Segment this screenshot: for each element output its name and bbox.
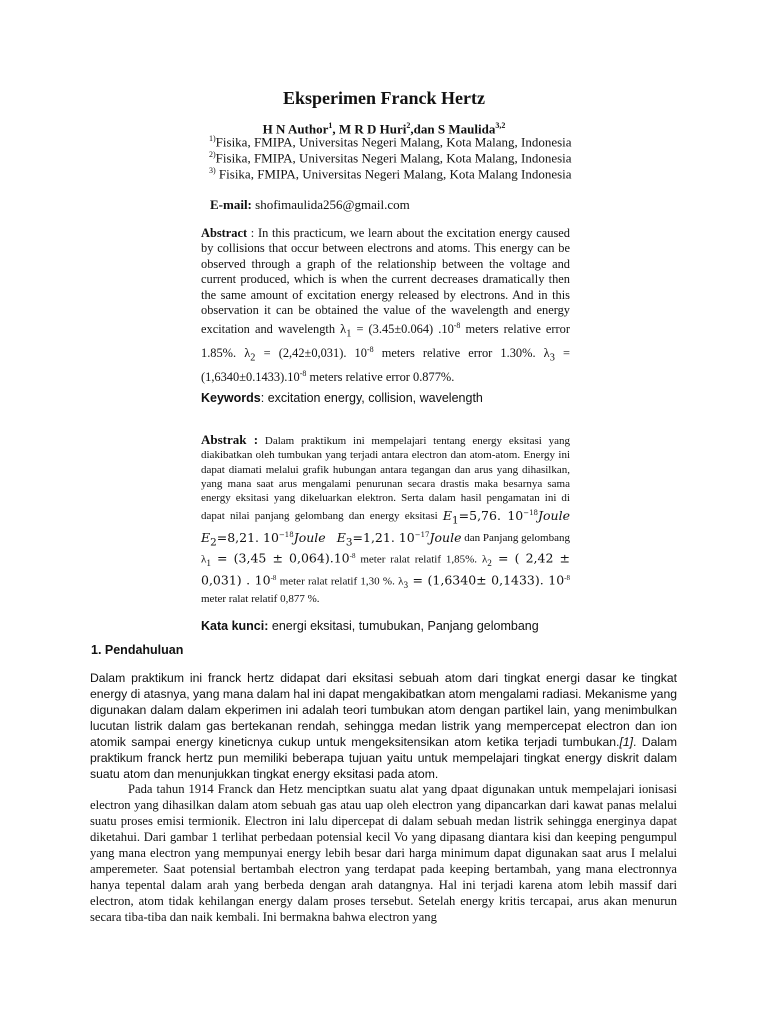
- abstract-text: meters relative error 0.877%.: [306, 370, 455, 385]
- body-paragraph-2: Pada tahun 1914 Franck dan Hetz menciptkan suatu alat yang dpaat digunakan untuk mempelajari ionisasi electron yang dihasilkan dalam atom sebuah gas atau uap oleh electron yang dipancarkan dari kawat panas melalui suatu proses emisi termionik. Electron ini lalu dipercepat di dalam sebuah medan listrik sehingga energinya dapat diketahui. Dari gambar 1 terlihat perbedaan potensial kecil Vo yang dipasang diantara kisi dan keeping pengumpul yang mana electron yang mempunyai energy lebih besar dari harga minimum dapat digunakan saat arus I melalui amperemeter. Saat potensial bertambah electron yang terdapat pada keeping bertambah, yang mana electronnya hanya tepental dalam arah yang berbeda dengan arah datangnya. Hal ini terjadi karena atom lebih massif dari electron, atom tidak kehilangan energy dalam proses tersebut. Setelah energy kritis tercapai, arus akan menurun secara tiba-tiba dan naik kembali. Ini bermakna bahwa electron yang: [90, 782, 677, 924]
- energy-e3-formula: [336, 529, 462, 549]
- abstract-text: : In this practicum, we learn about the excitation energy caused by collisions that occur between electrons and atoms. This energy can be observed through a graph of the relationship between the voltage and current produced, which is when the current decreases dramatically then the same amount of excitation energy released by electrons. And in this observation it can be obtained the value of the wavelength and energy excitation and wavelength λ: [201, 226, 570, 337]
- abstract-english: [201, 226, 570, 386]
- formula-value: =1,21. 10: [352, 529, 415, 545]
- citation-link[interactable]: [1]: [619, 735, 633, 749]
- abstract-text: = (1,6340±0.1433).10: [201, 346, 570, 385]
- abstrak-text: meter ralat relatif 1,85%. λ: [355, 554, 488, 567]
- affiliation-2-marker: 2): [209, 150, 216, 159]
- abstrak-text: dan Panjang gelombang λ: [201, 532, 570, 567]
- author-1: H N Author: [262, 121, 329, 137]
- lambda-3-value: = (1,6340± 0,1433). 10: [408, 572, 565, 588]
- abstrak-text: meter ralat relatif 1,30 %. λ: [276, 575, 404, 588]
- affiliation-1-marker: 1): [209, 134, 216, 143]
- abstrak-subscript: 3: [403, 579, 409, 590]
- section-heading: 1. Pendahuluan: [91, 643, 184, 657]
- energy-e1-formula: [442, 507, 570, 527]
- keywords-english: [201, 391, 483, 405]
- formula-exponent: −18: [278, 530, 294, 539]
- email-label: E-mail:: [210, 197, 252, 212]
- paragraph-text: . Dalam praktikum franck hertz pun memiliki beberapa tujuan yaitu untuk mempelajari tingkat energy diskrit dalam suatu atom dan menunjukkan tingkat energy eksitasi pada atom.: [90, 735, 677, 781]
- author-3-affil: 3,2: [495, 121, 506, 130]
- abstrak-text: Dalam praktikum ini mempelajari tentang energy eksitasi yang diakibatkan oleh tumbukan yang terjadi antara electron dan atom-atom. Energy ini dapat diamati melalui grafik hubungan antara tegangan dan arus yang dihasilkan, yang mana saat arus mengalami penurunan secara drastis maka besarnya sama energy eksitasi yang dikeluarkan elektron. Serta dalam hasil pengamatan ini di dapat nilai panjang gelombang dan energy eksitasi: [201, 435, 570, 523]
- abstract-subscript: 1: [346, 329, 352, 341]
- formula-symbol: E: [442, 507, 453, 523]
- abstrak-exponent: -8: [349, 552, 356, 561]
- abstract-exponent: -8: [453, 321, 461, 331]
- abstract-text: = (3.45±0.064) .10: [351, 322, 454, 337]
- lambda-1-value: = (3,45 ± 0,064).10: [210, 551, 350, 567]
- keywords-label: Keywords: [201, 391, 261, 405]
- formula-symbol: E: [201, 529, 211, 545]
- abstrak-exponent: -8: [270, 573, 277, 582]
- abstract-text: meters relative error 1.85%. λ: [201, 322, 570, 361]
- author-3: ,dan S Maulida: [410, 121, 496, 137]
- abstract-text: = (2,42±0,031). 10: [255, 346, 367, 361]
- abstract-subscript: 3: [549, 353, 555, 365]
- affiliation-2: [209, 150, 629, 166]
- formula-value: =5,76. 10: [458, 507, 524, 523]
- author-2-affil: 2: [406, 121, 411, 130]
- author-2: , M R D Huri: [332, 121, 407, 137]
- abstrak-subscript: 1: [206, 558, 211, 569]
- formula-subscript: 3: [345, 536, 353, 549]
- lambda-2-value: = ( 2,42 ± 0,031) . 10: [201, 551, 570, 588]
- email-address[interactable]: shofimaulida256@gmail.com: [255, 197, 410, 212]
- kata-kunci-label: Kata kunci:: [201, 619, 269, 633]
- body-paragraph-1: [90, 670, 677, 782]
- formula-symbol: E: [336, 529, 346, 545]
- paragraph-text: Dalam praktikum ini franck hertz didapat dari eksitasi sebuah atom dari tingkat energi dasar ke tingkat energy di atasnya, yang mana dalam hal ini dapat mengakibatkan atom mengalami radiasi. Mekanisme yang digunakan dalam dalam ekperimen ini adalah teori tumbukan atom dengan partikel lain, yang menimbulkan lucutan listrik dalam gas bertekanan rendah, sehingga medan listrik yang mempercepat electron dan ion atomik sampai energy kineticnya cukup untuk mengeksitensikan atom ketika terjadi tumbukan.: [90, 671, 677, 749]
- abstract-exponent: -8: [366, 345, 374, 355]
- formula-unit: Joule: [429, 529, 462, 545]
- formula-exponent: −18: [523, 508, 539, 517]
- affiliation-3-marker: 3): [209, 166, 216, 175]
- abstract-text: meters relative error 1.30%. λ: [373, 346, 550, 361]
- energy-e2-formula: [201, 529, 326, 549]
- abstrak-subscript: 2: [487, 558, 492, 569]
- abstrak-exponent: -8: [564, 573, 570, 582]
- abstract-label: Abstract: [201, 226, 248, 240]
- abstrak-text: meter ralat relatif 0,877 %.: [201, 592, 320, 605]
- paper-title: Eksperimen Franck Hertz: [283, 88, 485, 108]
- formula-unit: Joule: [538, 507, 570, 523]
- affiliation-3-text: Fisika, FMIPA, Universitas Negeri Malang, Kota Malang Indonesia: [215, 166, 572, 182]
- keywords-text: : excitation energy, collision, wavelength: [260, 391, 483, 405]
- abstrak-label: Abstrak :: [201, 432, 259, 447]
- formula-exponent: −17: [414, 530, 430, 539]
- kata-kunci-text: energi eksitasi, tumubukan, Panjang gelombang: [268, 619, 539, 633]
- abstract-subscript: 2: [250, 353, 256, 365]
- affiliation-1: [209, 134, 629, 150]
- abstract-exponent: -8: [299, 369, 307, 379]
- author-1-affil: 1: [328, 121, 333, 130]
- formula-subscript: 2: [210, 536, 217, 549]
- abstract-indonesian: [201, 433, 570, 606]
- formula-subscript: 1: [452, 514, 459, 527]
- formula-unit: Joule: [293, 529, 326, 545]
- formula-value: =8,21. 10: [216, 529, 279, 545]
- affiliation-2-text: Fisika, FMIPA, Universitas Negeri Malang, Kota Malang, Indonesia: [215, 150, 572, 166]
- affiliation-1-text: Fisika, FMIPA, Universitas Negeri Malang, Kota Malang, Indonesia: [215, 134, 572, 150]
- keywords-indonesian: [201, 619, 539, 633]
- email-line: [210, 197, 410, 213]
- affiliation-3: [209, 166, 629, 182]
